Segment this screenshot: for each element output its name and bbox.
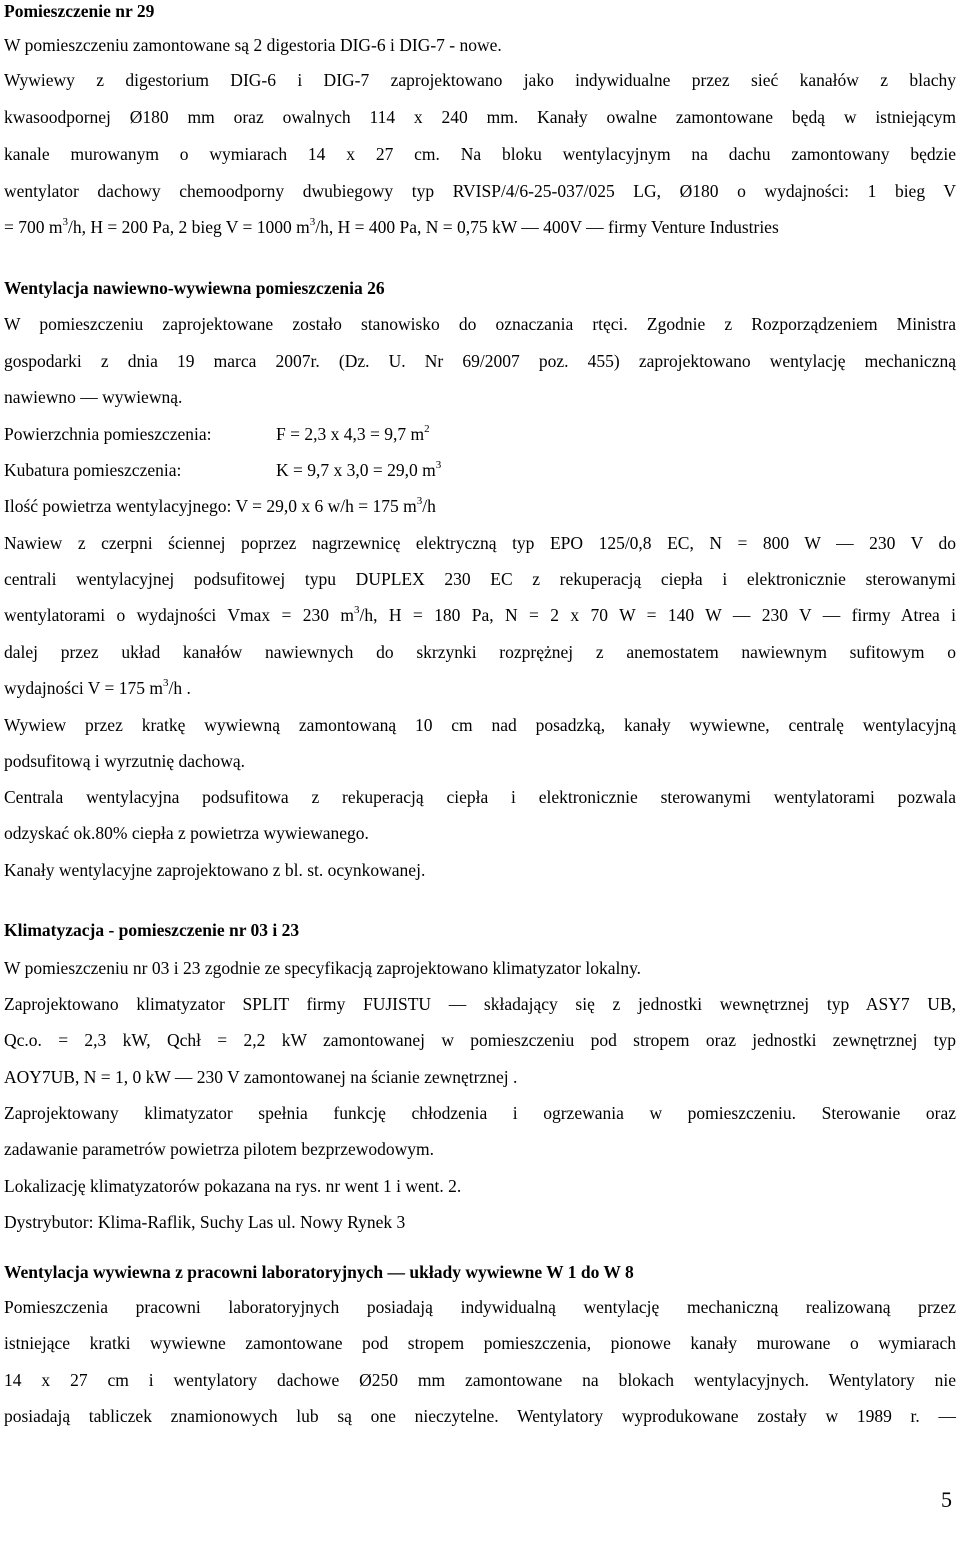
page-number: 5 [941,1487,952,1512]
paragraph-line: kanale murowanym o wymiarach 14 x 27 cm. Na bloku wentylacyjnym na dachu zamontowany będzie [4,144,956,164]
paragraph-line: zadawanie parametrów powietrza pilotem bezprzewodowym. [4,1139,435,1159]
paragraph-line: 14 x 27 cm i wentylatory dachowe Ø250 mm zamontowane na blokach wentylacyjnych. Wentylatory nie [4,1370,956,1390]
paragraph-line: W pomieszczeniu nr 03 i 23 zgodnie ze specyfikacją zaprojektowano klimatyzator lokalny. [4,958,642,978]
paragraph-line: W pomieszczeniu zaprojektowane zostało stanowisko do oznaczania rtęci. Zgodnie z Rozporządzeniem Ministra [4,314,956,334]
paragraph-line: gospodarki z dnia 19 marca 2007r. (Dz. U. Nr 69/2007 poz. 455) zaprojektowano wentylację mechaniczną [4,351,956,371]
paragraph-line: Nawiew z czerpni ściennej poprzez nagrzewnicę elektryczną typ EPO 125/0,8 EC, N = 800 W — 230 V do [4,533,956,553]
paragraph-line: wentylatorami o wydajności Vmax = 230 $m^3/h$, H = 180 Pa, N = 2 x 70 W = 140 W — 230 V — firmy Atrea i [4,604,956,625]
paragraph-line: Wywiewy z digestorium DIG-6 i DIG-7 zaprojektowano jako indywidualne przez sieć kanałów z blachy [4,70,956,90]
paragraph-line: Pomieszczenia pracowni laboratoryjnych posiadają indywidualną wentylację mechaniczną realizowaną przez [4,1297,956,1317]
air-volume-row: Ilość powietrza wentylacyjnego: V = 29,0 x 6 w/h = 175 $m^3/h$ [4,495,436,516]
paragraph-line: Lokalizację klimatyzatorów pokazana na rys. nr went 1 i went. 2. [4,1176,462,1196]
paragraph-line: Zaprojektowano klimatyzator SPLIT firmy FUJISTU — składający się z jednostki wewnętrznej typ ASY7 UB, [4,994,956,1014]
paragraph-line: Qc.o. = 2,3 kW, Qchł = 2,2 kW zamontowanej w pomieszczeniu pod stropem oraz jednostki zewnętrznej typ [4,1030,956,1050]
paragraph-line: = 700 $m^3/h$, H = 200 Pa, 2 bieg V = 1000 $m^3/h$, H = 400 Pa, N = 0,75 kW — 400V — firmy Venture Industries [4,216,779,237]
section-heading-room-26: Wentylacja nawiewno-wywiewna pomieszczenia 26 [4,278,385,298]
area-value: F = 2,3 x 4,3 = 9,7 m [276,424,425,444]
paragraph-line: nawiewno — wywiewną. [4,387,183,407]
paragraph-line: Wywiew przez kratkę wywiewną zamontowaną 10 cm nad posadzką, kanały wywiewne, centralę wentylacyjną [4,715,956,735]
paragraph-line: kwasoodpornej Ø180 mm oraz owalnych 114 x 240 mm. Kanały owalne zamontowane będą w istniejącym [4,107,956,127]
paragraph-line: W pomieszczeniu zamontowane są 2 digestoria DIG-6 i DIG-7 - nowe. [4,35,502,55]
paragraph-line: dalej przez układ kanałów nawiewnych do skrzynki rozprężnej z anemostatem nawiewnym sufitowym o [4,642,956,662]
volume-label: Kubatura pomieszczenia: [4,460,182,480]
area-row: Powierzchnia pomieszczenia: F = 2,3 x 4,3 = 9,7 $m^2$ [4,423,430,444]
paragraph-line: posiadają tabliczek znamionowych lub są one nieczytelne. Wentylatory wyprodukowane zostały w 1989 r. — [4,1406,956,1426]
area-label: Powierzchnia pomieszczenia: [4,424,212,444]
paragraph-line: istniejące kratki wywiewne zamontowane pod stropem pomieszczenia, pionowe kanały murowane o wymiarach [4,1333,956,1353]
paragraph-line: Dystrybutor: Klima-Raflik, Suchy Las ul. Nowy Rynek 3 [4,1212,406,1232]
paragraph-line: AOY7UB, N = 1, 0 kW — 230 V zamontowanej na ścianie zewnętrznej . [4,1067,518,1087]
section-heading-lab-exhaust: Wentylacja wywiewna z pracowni laboratoryjnych — układy wywiewne W 1 do W 8 [4,1262,634,1282]
paragraph-line: centrali wentylacyjnej podsufitowej typu DUPLEX 230 EC z rekuperacją ciepła i elektronicznie sterowanymi [4,569,956,589]
paragraph-line: wydajności V = 175 $m^3/h$ . [4,677,191,698]
paragraph-line: wentylator dachowy chemoodporny dwubiegowy typ RVISP/4/6-25-037/025 LG, Ø180 o wydajności: 1 bieg V [4,181,956,201]
paragraph-line: odzyskać ok.80% ciepła z powietrza wywiewanego. [4,823,369,843]
volume-row: Kubatura pomieszczenia: K = 9,7 x 3,0 = 29,0 $m^3$ [4,459,442,480]
paragraph-line: podsufitową i wyrzutnię dachową. [4,751,246,771]
section-heading-room-29: Pomieszczenie nr 29 [4,1,155,21]
section-heading-air-conditioning: Klimatyzacja - pomieszczenie nr 03 i 23 [4,920,300,940]
paragraph-line: Kanały wentylacyjne zaprojektowano z bl. st. ocynkowanej. [4,860,426,880]
paragraph-line: Zaprojektowany klimatyzator spełnia funkcję chłodzenia i ogrzewania w pomieszczeniu. Sterowanie oraz [4,1103,956,1123]
paragraph-line: Centrala wentylacyjna podsufitowa z rekuperacją ciepła i elektronicznie sterowanymi wentylatorami pozwala [4,787,956,807]
volume-value: K = 9,7 x 3,0 = 29,0 m [276,460,436,480]
